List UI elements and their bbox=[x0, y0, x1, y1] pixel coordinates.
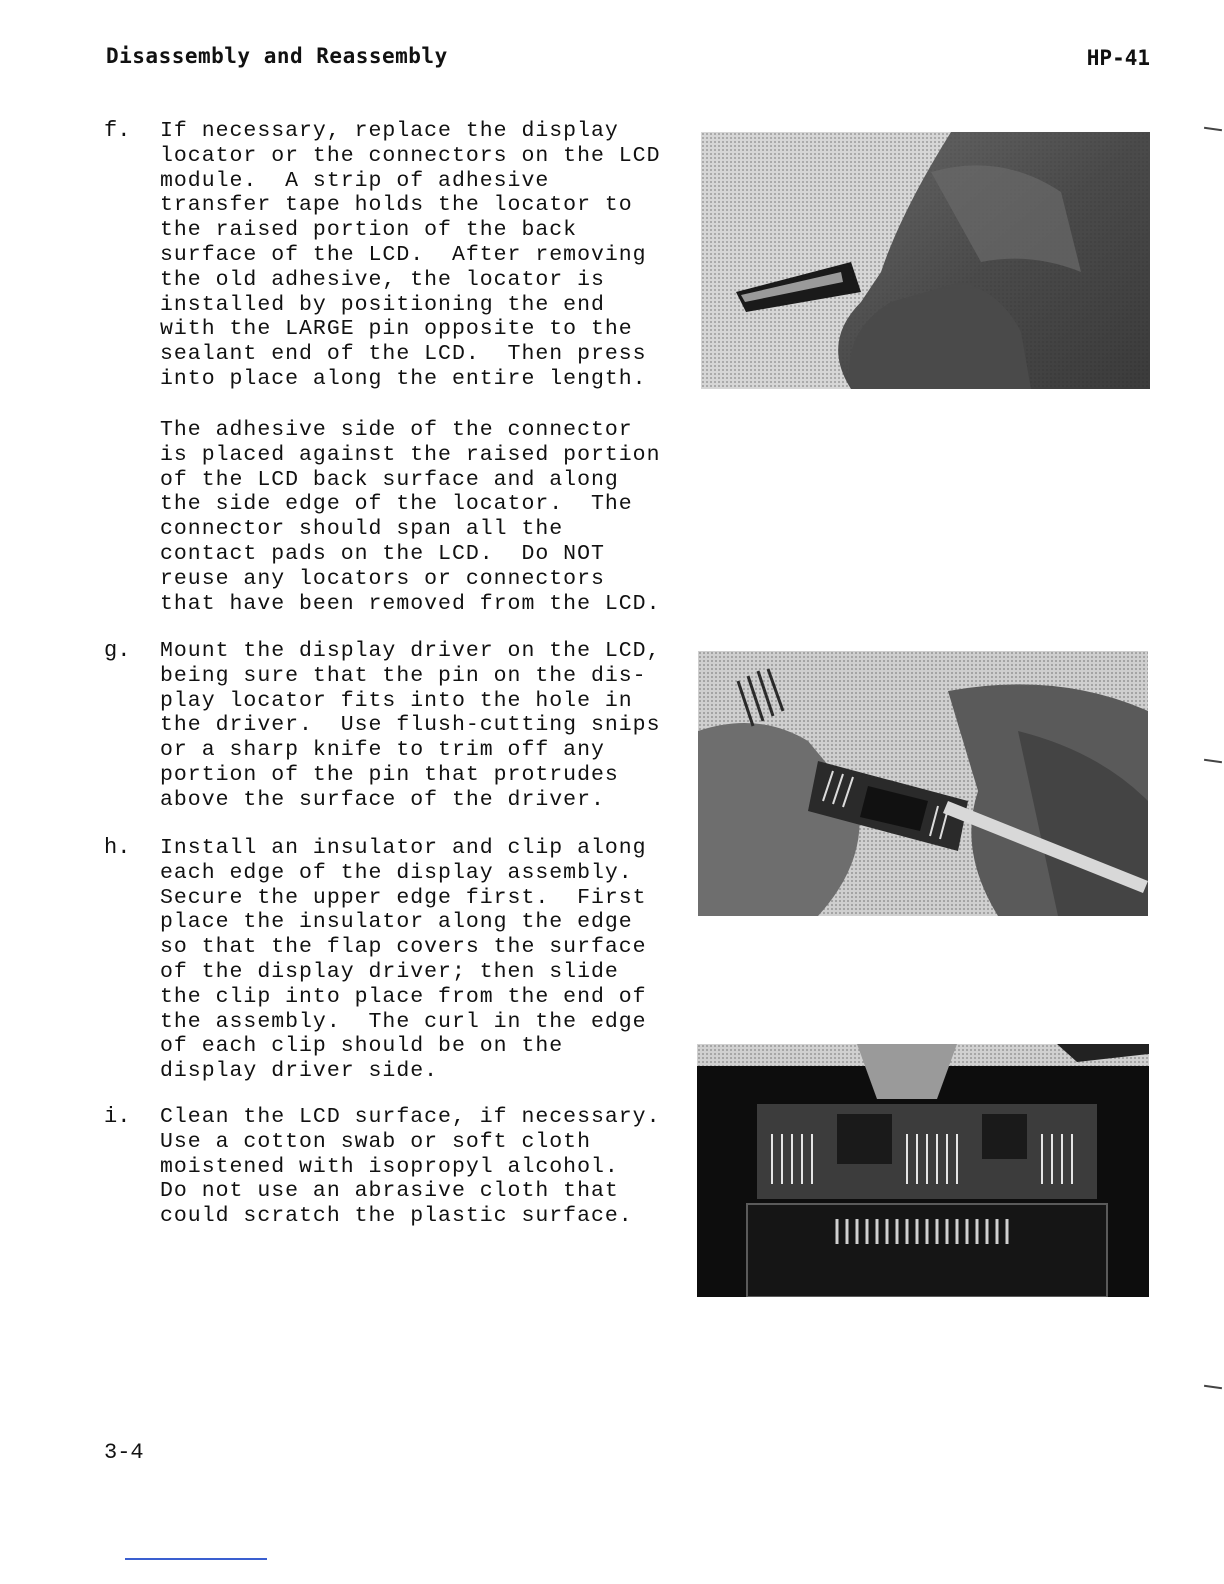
step-f-paragraph-1 bbox=[160, 119, 680, 392]
step-f-paragraph-2 bbox=[160, 418, 680, 616]
photo-display-assembly bbox=[697, 1044, 1149, 1297]
page-number: 3-4 bbox=[104, 1440, 144, 1465]
text-line: Clean the LCD surface, if necessary. bbox=[160, 1105, 661, 1129]
text-line: Mount the display driver on the LCD, bbox=[160, 639, 661, 663]
text-line: being sure that the pin on the dis- bbox=[160, 663, 647, 688]
step-g-letter: g. bbox=[104, 638, 131, 663]
text-line: the old adhesive, the locator is bbox=[160, 267, 605, 292]
model-label: HP-41 bbox=[1086, 46, 1150, 70]
step-h-letter: h. bbox=[104, 835, 131, 860]
text-line: transfer tape holds the locator to bbox=[160, 193, 633, 218]
text-line: portion of the pin that protrudes bbox=[160, 762, 619, 787]
text-line: is placed against the raised portion bbox=[160, 442, 661, 467]
text-line: contact pads on the LCD. Do NOT bbox=[160, 541, 605, 566]
text-line: of the display driver; then slide bbox=[160, 959, 619, 984]
text-line: Secure the upper edge first. First bbox=[160, 885, 647, 910]
text-line: Do not use an abrasive cloth that bbox=[160, 1179, 619, 1204]
binding-mark bbox=[1204, 1385, 1222, 1389]
text-line: moistened with isopropyl alcohol. bbox=[160, 1154, 619, 1179]
text-line: the side edge of the locator. The bbox=[160, 492, 633, 517]
text-line: place the insulator along the edge bbox=[160, 910, 633, 935]
text-line: of each clip should be on the bbox=[160, 1034, 564, 1059]
text-line: Install an insulator and clip along bbox=[160, 836, 647, 860]
section-title: Disassembly and Reassembly bbox=[106, 44, 448, 68]
text-line: could scratch the plastic surface. bbox=[160, 1204, 633, 1229]
step-i-paragraph bbox=[160, 1105, 680, 1229]
text-line: The adhesive side of the connector bbox=[160, 418, 633, 442]
text-line: Use a cotton swab or soft cloth bbox=[160, 1129, 591, 1154]
text-line: surface of the LCD. After removing bbox=[160, 242, 647, 267]
text-line: installed by positioning the end bbox=[160, 292, 605, 317]
text-line: sealant end of the LCD. Then press bbox=[160, 342, 647, 367]
step-f-letter: f. bbox=[104, 118, 131, 143]
text-line: connector should span all the bbox=[160, 517, 564, 542]
text-line: the raised portion of the back bbox=[160, 218, 578, 243]
photo-display-locator bbox=[701, 132, 1150, 389]
step-h-paragraph bbox=[160, 836, 680, 1084]
bottom-rule bbox=[125, 1558, 267, 1560]
text-line: with the LARGE pin opposite to the bbox=[160, 317, 633, 342]
text-line: that have been removed from the LCD. bbox=[160, 591, 661, 616]
text-line: module. A strip of adhesive bbox=[160, 168, 550, 193]
text-line: reuse any locators or connectors bbox=[160, 566, 605, 591]
step-i-letter: i. bbox=[104, 1104, 131, 1129]
text-line: or a sharp knife to trim off any bbox=[160, 738, 605, 763]
text-line: so that the flap covers the surface bbox=[160, 935, 647, 960]
text-line: play locator fits into the hole in bbox=[160, 688, 633, 713]
text-line: of the LCD back surface and along bbox=[160, 467, 619, 492]
text-line: the assembly. The curl in the edge bbox=[160, 1009, 647, 1034]
text-line: the clip into place from the end of bbox=[160, 984, 647, 1009]
text-line: each edge of the display assembly. bbox=[160, 860, 633, 885]
text-line: above the surface of the driver. bbox=[160, 787, 605, 812]
binding-mark bbox=[1204, 127, 1222, 131]
step-g-paragraph bbox=[160, 639, 680, 813]
binding-mark bbox=[1204, 759, 1222, 763]
text-line: into place along the entire length. bbox=[160, 366, 647, 391]
text-line: display driver side. bbox=[160, 1059, 439, 1084]
text-line: the driver. Use flush-cutting snips bbox=[160, 713, 661, 738]
photo-display-driver bbox=[698, 651, 1148, 916]
text-line: If necessary, replace the display bbox=[160, 119, 619, 143]
text-line: locator or the connectors on the LCD bbox=[160, 143, 661, 168]
